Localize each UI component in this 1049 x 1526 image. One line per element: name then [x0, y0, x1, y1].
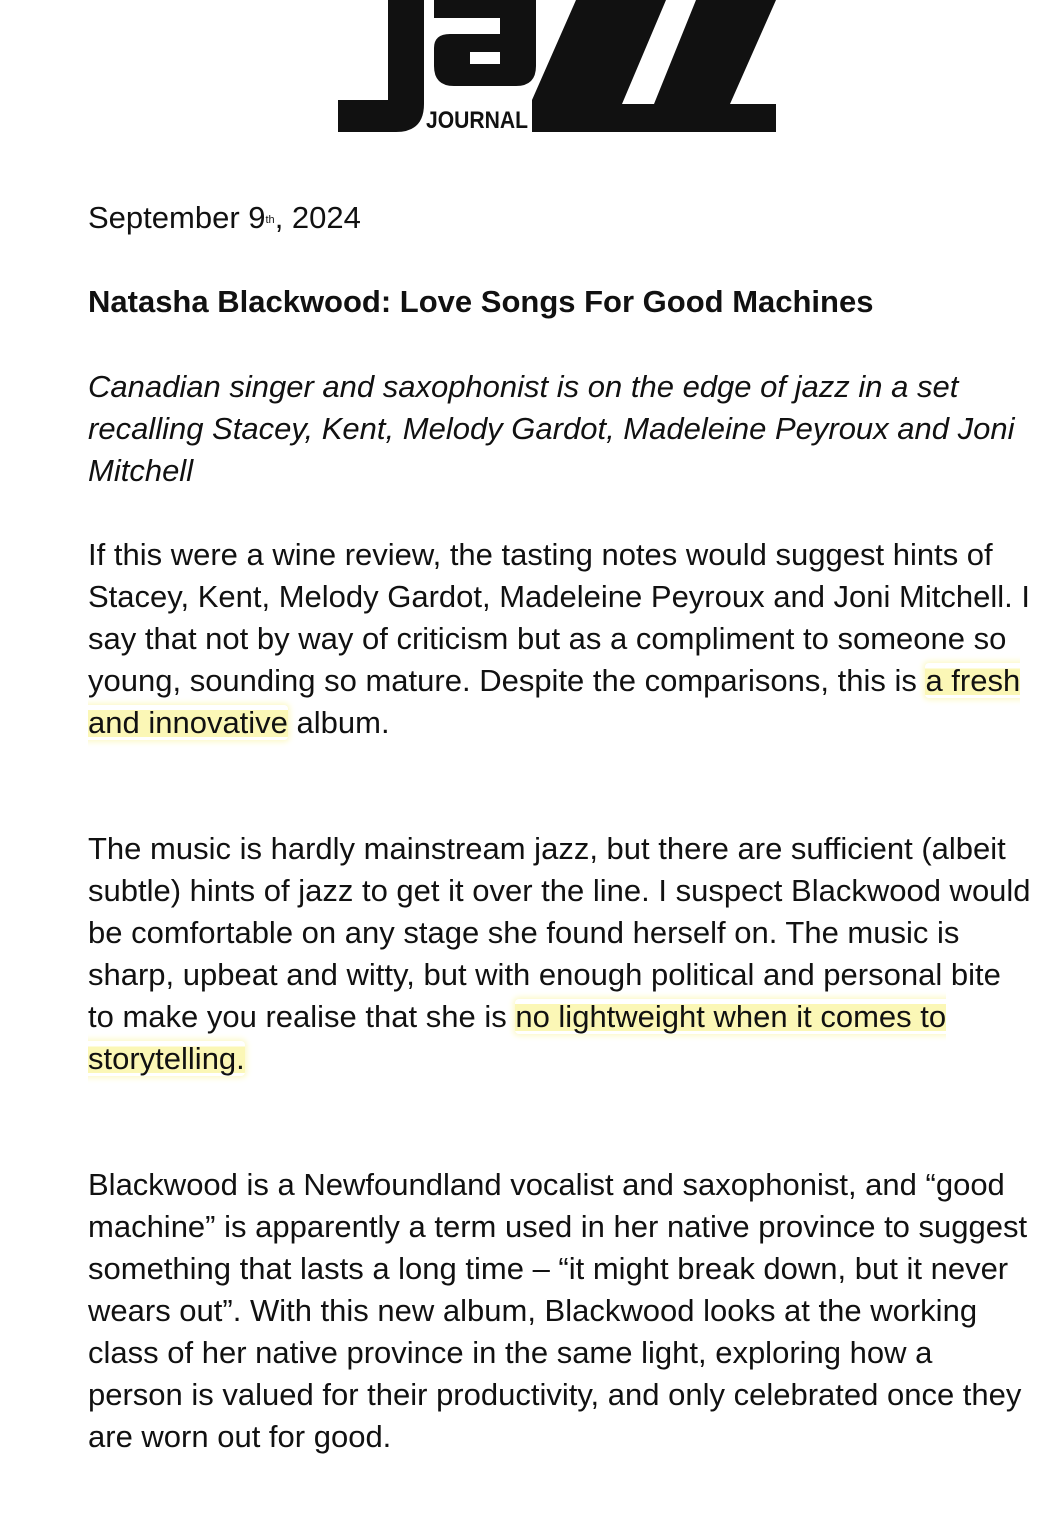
highlighted-text-1: a fresh and innovative — [88, 663, 1021, 740]
article-headline: Natasha Blackwood: Love Songs For Good Machines — [88, 284, 874, 319]
highlighted-text-2: no lightweight when it comes to storytelling. — [88, 999, 947, 1076]
logo-letter-z1 — [532, 0, 666, 132]
article-date: September 9th, 2024 — [88, 200, 361, 235]
article-paragraph-2: The music is hardly mainstream jazz, but there are sufficient (albeit subtle) hints of jazz to get it over the line. I suspect Blackwood would be comfortable on any stage she found herself on. The music is sharp, upbeat and witty, but with enough political and personal bite to make you realise that she is no lightweight when it comes to storytelling. — [88, 831, 1031, 1076]
logo-letter-z2 — [654, 0, 776, 132]
jazz-journal-logo — [336, 0, 781, 136]
article-standfirst: Canadian singer and saxophonist is on the edge of jazz in a set recalling Stacey, Kent, Melody Gardot, Madeleine Peyroux and Joni Mitchell — [88, 369, 1015, 488]
article-paragraph-3: Blackwood is a Newfoundland vocalist and saxophonist, and “good machine” is apparently a term used in her native province to suggest something that lasts a long time – “it might break down, but it never wears out”. With this new album, Blackwood looks at the working class of her native province in the same light, exploring how a person is valued for their productivity, and only celebrated once they are worn out for good. — [88, 1167, 1028, 1454]
logo-journal-text: JOURNAL — [426, 107, 528, 134]
logo-letter-j — [338, 0, 424, 132]
logo-letter-a — [434, 0, 536, 86]
logo-graphic — [336, 0, 781, 136]
article-paragraph-1: If this were a wine review, the tasting notes would suggest hints of Stacey, Kent, Melody Gardot, Madeleine Peyroux and Joni Mitchell. I say that not by way of criticism but as a compliment to someone so young, sounding so mature. Despite the comparisons, this is a fresh and innovative album. — [88, 537, 1030, 740]
